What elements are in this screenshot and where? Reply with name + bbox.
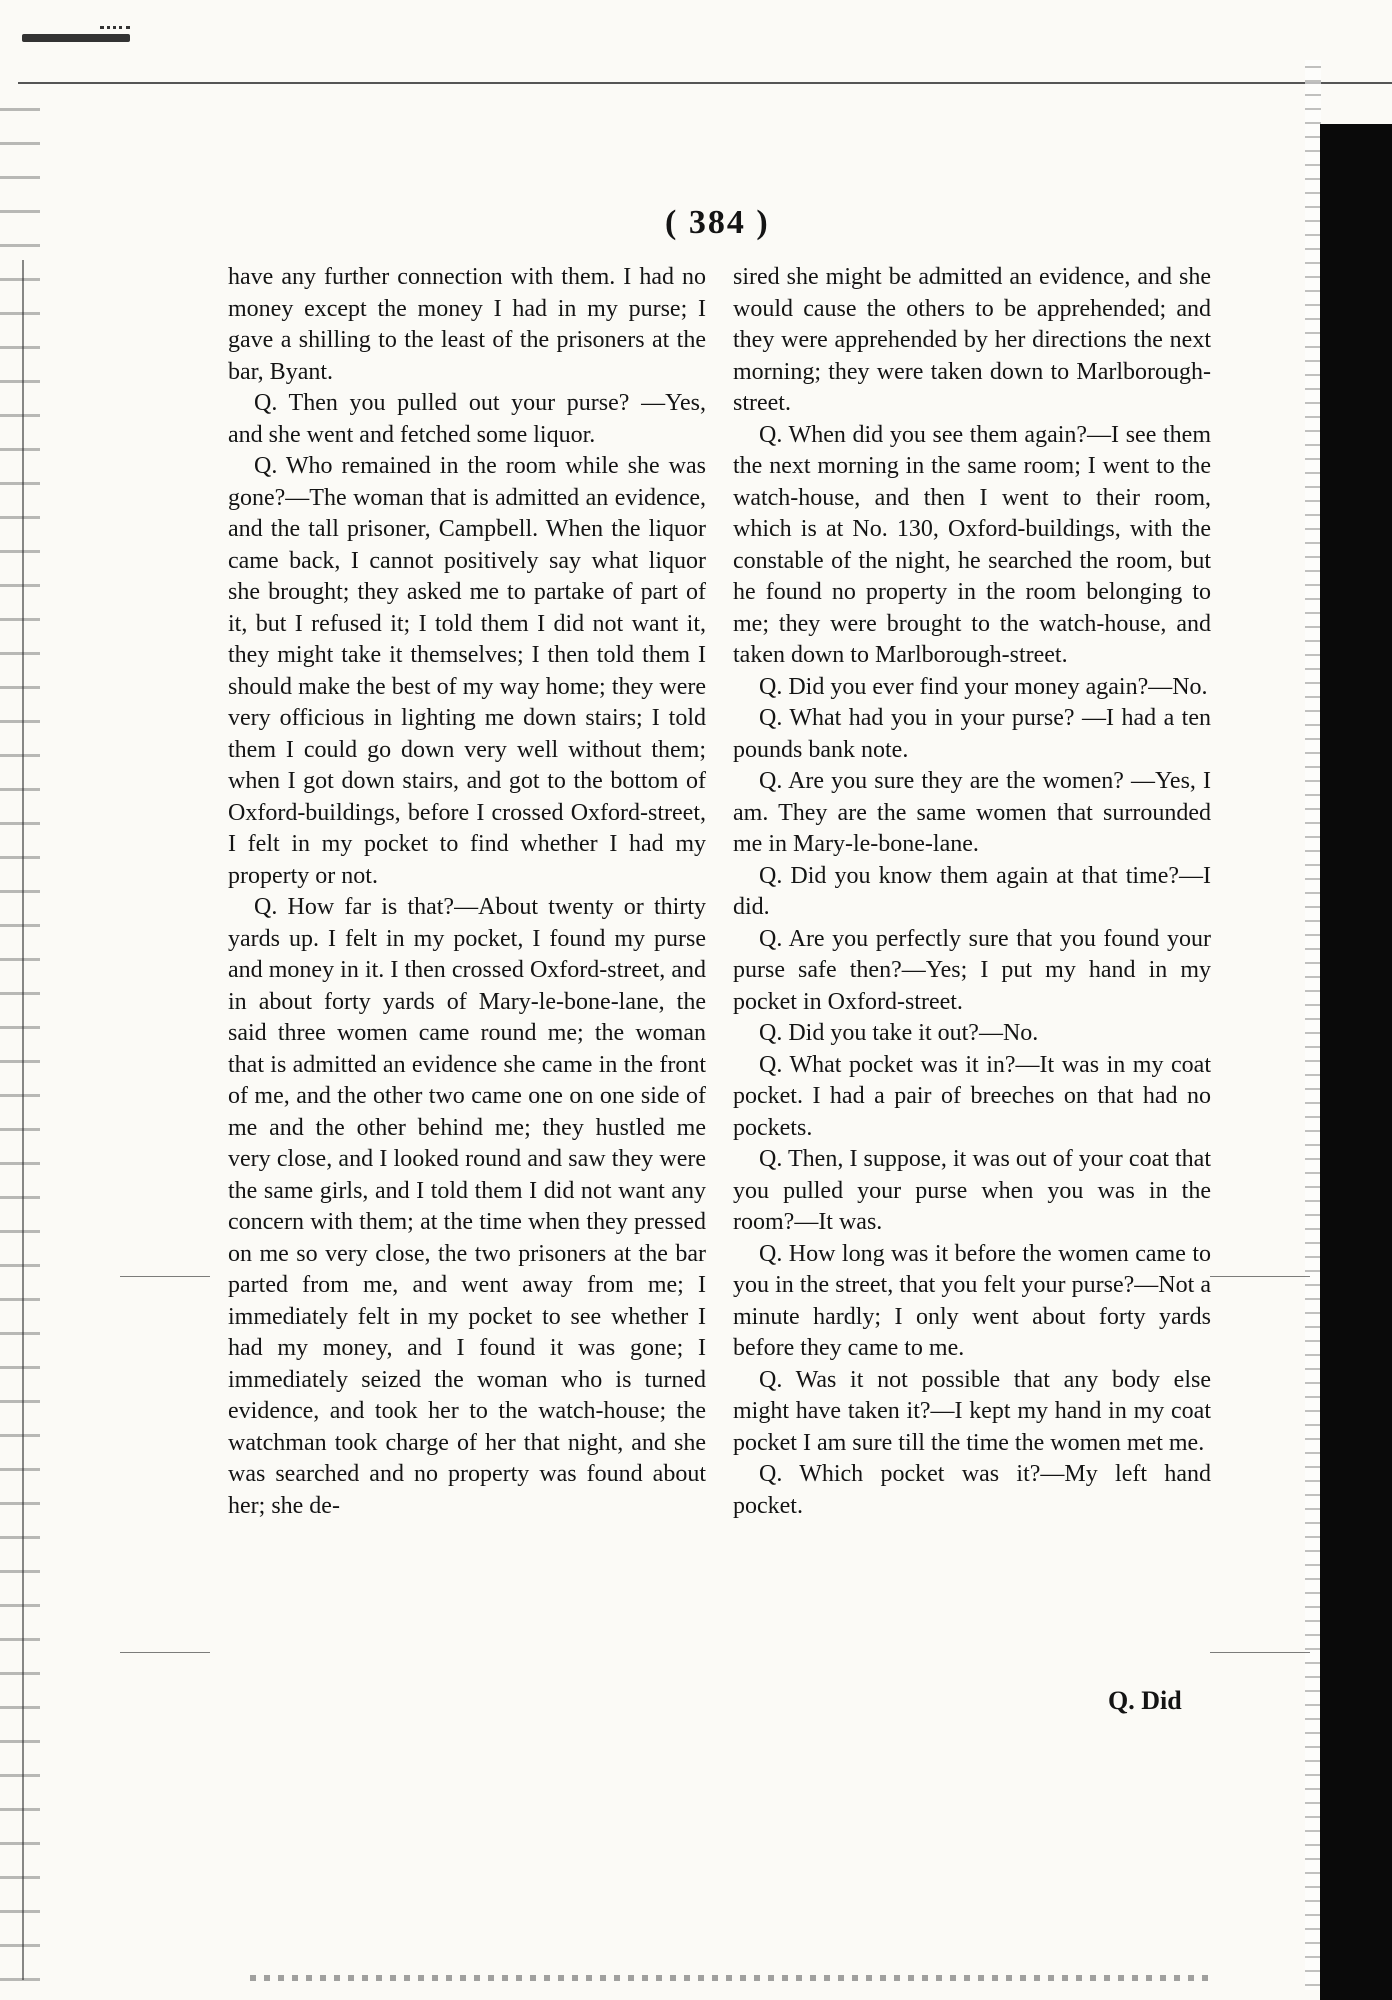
page-edge-strip: [1305, 60, 1321, 1990]
page-number: ( 384 ): [665, 204, 770, 241]
paragraph: Q. Who remained in the room while she was gone?—The woman that is admitted an evidence, and the tall prisoner, Campbell. When the liquor came back, I cannot positively say what liquor she brought; they asked me to partake of part of it, but I refused it; I told them I did not want it, they might take it themselves; I then told them I should make the best of my way home; they were very officious in lighting me down stairs; I told them I could go down very well without them; when I got down stairs, and got to the bottom of Oxford-buildings, before I crossed Oxford-street, I felt in my pocket to find whether I had my property or not.: [228, 453, 706, 889]
margin-mark: [1210, 1276, 1310, 1277]
left-margin-bleed: [0, 90, 40, 2000]
paragraph: Q. Are you perfectly sure that you found your purse safe then?—Yes; I put my hand in my pocket in Oxford-street.: [733, 925, 1211, 1015]
paragraph: Q. How long was it before the women came to you in the street, that you felt your purse?—Not a minute hardly; I only went about forty yards before they came to me.: [733, 1240, 1211, 1361]
paragraph: Q. Did you take it out?—No.: [759, 1020, 1039, 1046]
paragraph: Q. When did you see them again?—I see them the next morning in the same room; I went to the watch-house, and then I went to their room, which is at No. 130, Oxford-buildings, with the constable of the night, he searched the room, but he found no property in the room belonging to me; they were brought to the watch-house, and taken down to Marlborough-street.: [733, 421, 1211, 668]
paragraph: Q. Then you pulled out your purse? —Yes, and she went and fetched some liquor.: [228, 390, 706, 448]
paragraph: Q. Are you sure they are the women? —Yes, I am. They are the same women that surrounded me in Mary-le-bone-lane.: [733, 768, 1211, 857]
paragraph: have any further connection with them. I had no money except the money I had in my purse; I gave a shilling to the least of the prisoners at the bar, Byant.: [228, 264, 706, 385]
paragraph: Q. What had you in your purse? —I had a ten pounds bank note.: [733, 705, 1211, 763]
bottom-scan-noise: [250, 1975, 1210, 1981]
left-text-column: [228, 262, 706, 1522]
paragraph: Q. Then, I suppose, it was out of your coat that you pulled your purse when you was in the room?—It was.: [733, 1146, 1211, 1235]
top-rule: [18, 82, 1392, 84]
paragraph: Q. Was it not possible that any body else might have taken it?—I kept my hand in my coat pocket I am sure till the time the women met me.: [733, 1366, 1211, 1456]
paragraph: Q. What pocket was it in?—It was in my coat pocket. I had a pair of breeches on that had no pockets.: [733, 1051, 1211, 1141]
paragraph: Q. How far is that?—About twenty or thirty yards up. I felt in my pocket, I found my purse and money in it. I then crossed Oxford-street, and in about forty yards of Mary-le-bone-lane, the said three women came round me; the woman that is admitted an evidence she came in the front of me, and the other two came one on one side of me and the other behind me; they hustled me very close, and I looked round and saw they were the same girls, and I told them I did not want any concern with them; at the time when they pressed on me so very close, the two prisoners at the bar parted from me, and went away from me; I immediately felt in my pocket to see whether I had my money, and I found it was gone; I immediately seized the woman who is turned evidence, and took her to the watch-house; the watchman took charge of her that night, and she was searched and no property was found about her; she de-: [228, 894, 706, 1519]
margin-mark: [120, 1276, 210, 1277]
margin-mark: [1210, 1652, 1310, 1653]
paragraph: sired she might be admitted an evidence, and she would cause the others to be apprehended; and they were apprehended by her directions the next morning; they were taken down to Marlborough-street.: [733, 264, 1211, 416]
catchword: Q. Did: [1108, 1686, 1182, 1715]
margin-mark: [120, 1652, 210, 1653]
left-margin-line: [22, 260, 24, 1980]
paragraph: Q. Did you ever find your money again?—No.: [759, 673, 1208, 700]
paragraph: Q. Which pocket was it?—My left hand pocket.: [733, 1461, 1211, 1519]
library-stamp-dots: [100, 26, 130, 41]
right-text-column: [733, 262, 1211, 1522]
scan-edge-shadow: [1320, 124, 1392, 2000]
paragraph: Q. Did you know them again at that time?—I did.: [733, 862, 1211, 920]
